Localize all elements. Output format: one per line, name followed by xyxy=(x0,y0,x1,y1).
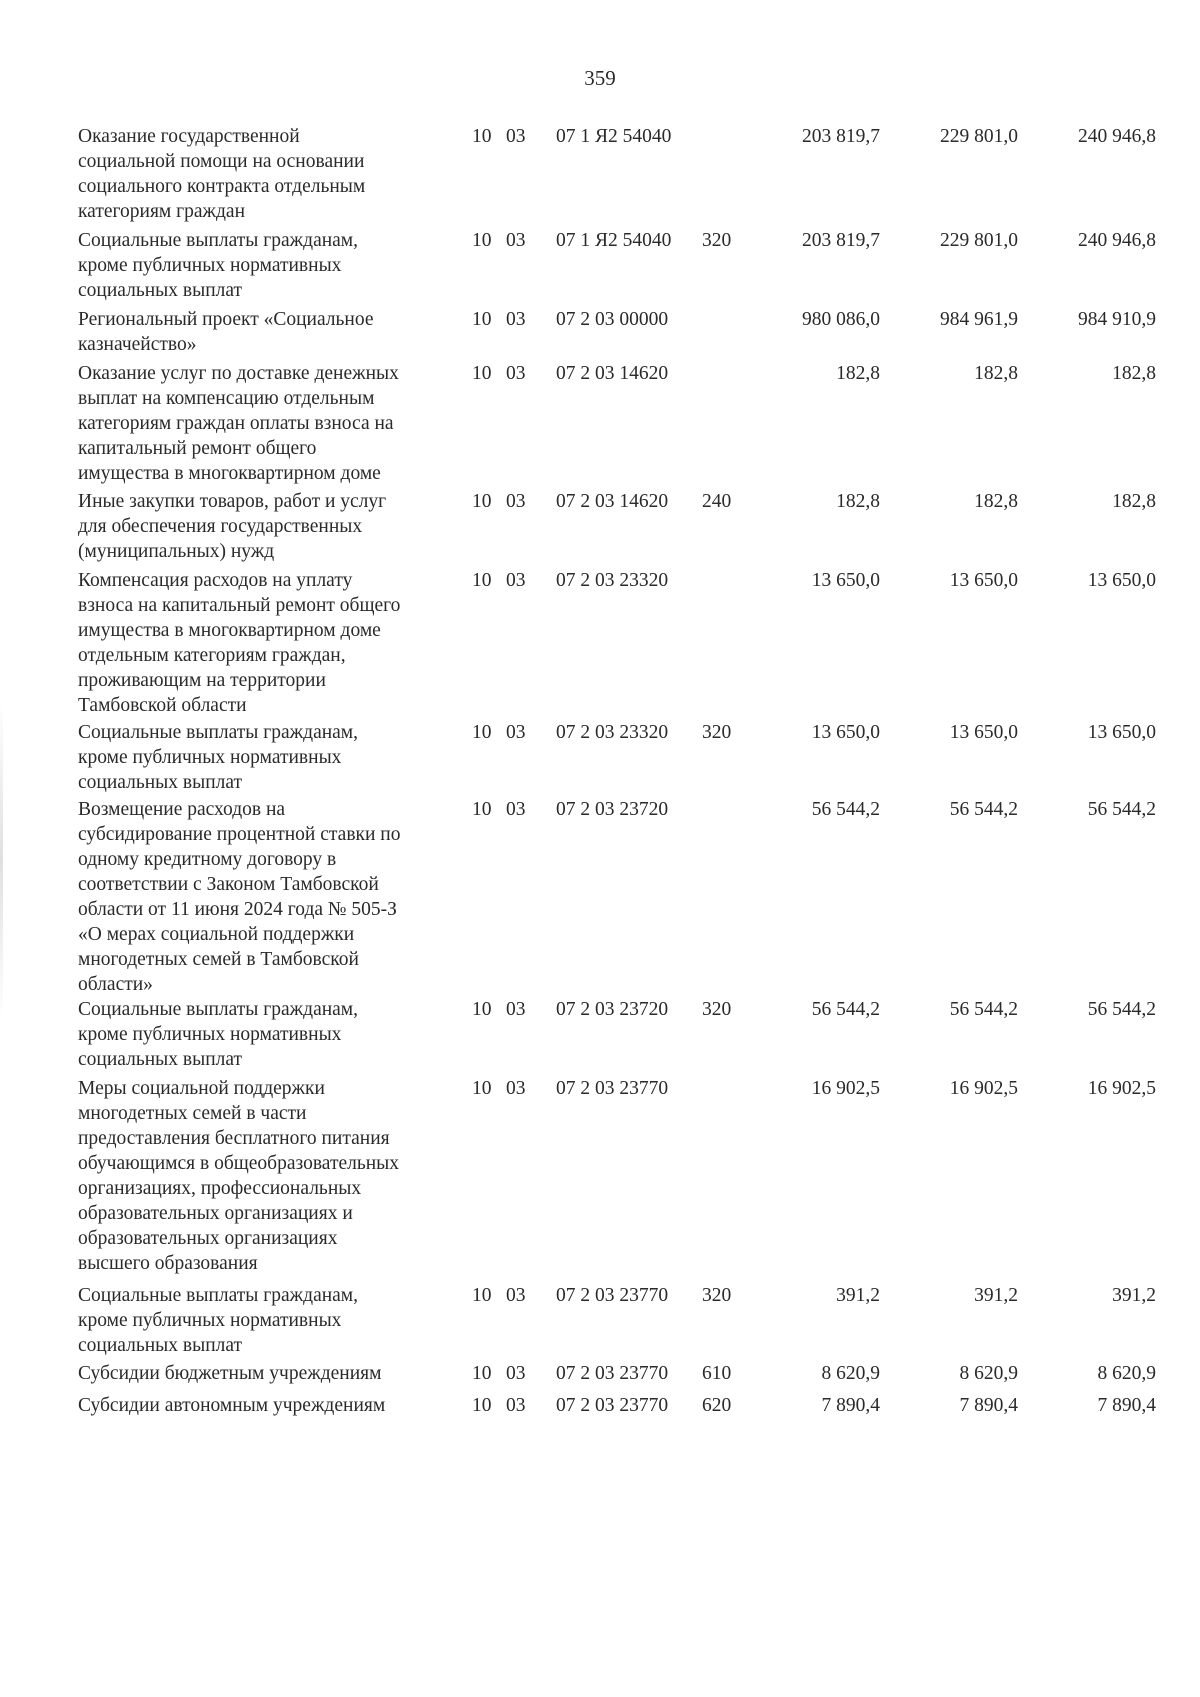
row-amount-year-3: 240 946,8 xyxy=(1078,126,1156,147)
row-amount-year-1: 56 544,2 xyxy=(811,799,880,820)
row-section: 10 xyxy=(472,999,492,1020)
row-amount-year-3: 391,2 xyxy=(1112,1285,1156,1306)
row-amount-year-3: 13 650,0 xyxy=(1087,722,1156,743)
row-section: 10 xyxy=(472,126,492,147)
row-subsection: 03 xyxy=(506,722,526,743)
row-section: 10 xyxy=(472,491,492,512)
row-section: 10 xyxy=(472,1078,492,1099)
row-target-article: 07 2 03 00000 xyxy=(556,309,669,330)
row-amount-year-3: 182,8 xyxy=(1112,363,1156,384)
row-section: 10 xyxy=(472,309,492,330)
row-amount-year-2: 229 801,0 xyxy=(940,230,1018,251)
row-expense-type: 610 xyxy=(702,1363,732,1384)
row-amount-year-3: 56 544,2 xyxy=(1087,799,1156,820)
row-amount-year-1: 391,2 xyxy=(836,1285,880,1306)
row-amount-year-2: 56 544,2 xyxy=(949,799,1018,820)
row-name: Социальные выплаты гражданам, кроме публичных нормативных социальных выплат xyxy=(78,999,359,1070)
row-subsection: 03 xyxy=(506,491,526,512)
row-amount-year-1: 182,8 xyxy=(836,491,880,512)
row-subsection: 03 xyxy=(506,1078,526,1099)
row-amount-year-3: 984 910,9 xyxy=(1078,309,1156,330)
row-target-article: 07 2 03 14620 xyxy=(556,491,669,512)
row-amount-year-3: 16 902,5 xyxy=(1087,1078,1156,1099)
row-target-article: 07 1 Я2 54040 xyxy=(556,230,672,251)
row-target-article: 07 2 03 23770 xyxy=(556,1363,669,1384)
row-section: 10 xyxy=(472,1395,492,1416)
row-amount-year-3: 7 890,4 xyxy=(1097,1395,1156,1416)
row-amount-year-1: 7 890,4 xyxy=(821,1395,880,1416)
row-amount-year-2: 8 620,9 xyxy=(959,1363,1018,1384)
row-section: 10 xyxy=(472,570,492,591)
row-amount-year-1: 203 819,7 xyxy=(802,126,880,147)
row-amount-year-1: 13 650,0 xyxy=(811,570,880,591)
row-subsection: 03 xyxy=(506,799,526,820)
row-target-article: 07 1 Я2 54040 xyxy=(556,126,672,147)
row-amount-year-1: 16 902,5 xyxy=(811,1078,880,1099)
row-name: Оказание государственной социальной помощи на основании социального контракта отдельным категориям граждан xyxy=(78,126,366,222)
row-expense-type: 320 xyxy=(702,722,732,743)
row-target-article: 07 2 03 23770 xyxy=(556,1285,669,1306)
row-section: 10 xyxy=(472,1363,492,1384)
row-amount-year-2: 182,8 xyxy=(974,363,1018,384)
row-amount-year-2: 16 902,5 xyxy=(949,1078,1018,1099)
row-target-article: 07 2 03 23320 xyxy=(556,570,669,591)
row-amount-year-1: 8 620,9 xyxy=(821,1363,880,1384)
row-amount-year-2: 229 801,0 xyxy=(940,126,1018,147)
row-amount-year-2: 7 890,4 xyxy=(959,1395,1018,1416)
row-section: 10 xyxy=(472,1285,492,1306)
row-target-article: 07 2 03 23770 xyxy=(556,1078,669,1099)
row-section: 10 xyxy=(472,722,492,743)
row-name: Субсидии автономным учреждениям xyxy=(78,1395,386,1416)
row-amount-year-2: 984 961,9 xyxy=(940,309,1018,330)
row-amount-year-2: 391,2 xyxy=(974,1285,1018,1306)
row-name: Оказание услуг по доставке денежных выплат на компенсацию отдельным категориям граждан оплаты взноса на капитальный ремонт общего имущества в многоквартирном доме xyxy=(78,363,399,484)
row-name: Социальные выплаты гражданам, кроме публичных нормативных социальных выплат xyxy=(78,1285,359,1356)
row-name: Социальные выплаты гражданам, кроме публичных нормативных социальных выплат xyxy=(78,722,359,793)
row-amount-year-1: 13 650,0 xyxy=(811,722,880,743)
row-name: Возмещение расходов на субсидирование процентной ставки по одному кредитному договору в соответствии с Законом Тамбовской области от 11 июня 2024 года № 505-З «О мерах социальной поддержки многодетных семей в Тамбовской области» xyxy=(78,799,401,995)
row-target-article: 07 2 03 23720 xyxy=(556,999,669,1020)
row-section: 10 xyxy=(472,363,492,384)
row-subsection: 03 xyxy=(506,230,526,251)
row-amount-year-2: 13 650,0 xyxy=(949,722,1018,743)
row-subsection: 03 xyxy=(506,126,526,147)
row-amount-year-1: 980 086,0 xyxy=(802,309,880,330)
row-amount-year-1: 182,8 xyxy=(836,363,880,384)
row-subsection: 03 xyxy=(506,363,526,384)
row-name: Компенсация расходов на уплату взноса на капитальный ремонт общего имущества в многоквартирном доме отдельным категориям граждан, проживающим на территории Тамбовской области xyxy=(78,570,401,716)
row-amount-year-3: 182,8 xyxy=(1112,491,1156,512)
row-amount-year-2: 56 544,2 xyxy=(949,999,1018,1020)
row-expense-type: 620 xyxy=(702,1395,732,1416)
row-subsection: 03 xyxy=(506,1363,526,1384)
row-name: Субсидии бюджетным учреждениям xyxy=(78,1363,382,1384)
row-name: Иные закупки товаров, работ и услуг для обеспечения государственных (муниципальных) нужд xyxy=(78,491,387,562)
row-amount-year-3: 8 620,9 xyxy=(1097,1363,1156,1384)
row-expense-type: 240 xyxy=(702,491,732,512)
row-amount-year-3: 240 946,8 xyxy=(1078,230,1156,251)
row-subsection: 03 xyxy=(506,1395,526,1416)
row-section: 10 xyxy=(472,230,492,251)
row-name: Региональный проект «Социальное казначейство» xyxy=(78,309,374,355)
row-amount-year-2: 182,8 xyxy=(974,491,1018,512)
row-subsection: 03 xyxy=(506,1285,526,1306)
row-amount-year-3: 13 650,0 xyxy=(1087,570,1156,591)
row-section: 10 xyxy=(472,799,492,820)
row-subsection: 03 xyxy=(506,570,526,591)
row-target-article: 07 2 03 23320 xyxy=(556,722,669,743)
row-amount-year-3: 56 544,2 xyxy=(1087,999,1156,1020)
row-expense-type: 320 xyxy=(702,230,732,251)
row-name: Меры социальной поддержки многодетных семей в части предоставления бесплатного питания обучающимся в общеобразовательных организациях, профессиональных образовательных организациях и образовательных организациях высшего образования xyxy=(78,1078,400,1274)
row-amount-year-2: 13 650,0 xyxy=(949,570,1018,591)
row-amount-year-1: 56 544,2 xyxy=(811,999,880,1020)
page-number: 359 xyxy=(584,66,616,90)
row-target-article: 07 2 03 23720 xyxy=(556,799,669,820)
row-subsection: 03 xyxy=(506,999,526,1020)
row-expense-type: 320 xyxy=(702,999,732,1020)
row-name: Социальные выплаты гражданам, кроме публичных нормативных социальных выплат xyxy=(78,230,359,301)
row-expense-type: 320 xyxy=(702,1285,732,1306)
row-target-article: 07 2 03 23770 xyxy=(556,1395,669,1416)
row-target-article: 07 2 03 14620 xyxy=(556,363,669,384)
scan-edge-shadow xyxy=(0,700,3,1020)
row-subsection: 03 xyxy=(506,309,526,330)
row-amount-year-1: 203 819,7 xyxy=(802,230,880,251)
